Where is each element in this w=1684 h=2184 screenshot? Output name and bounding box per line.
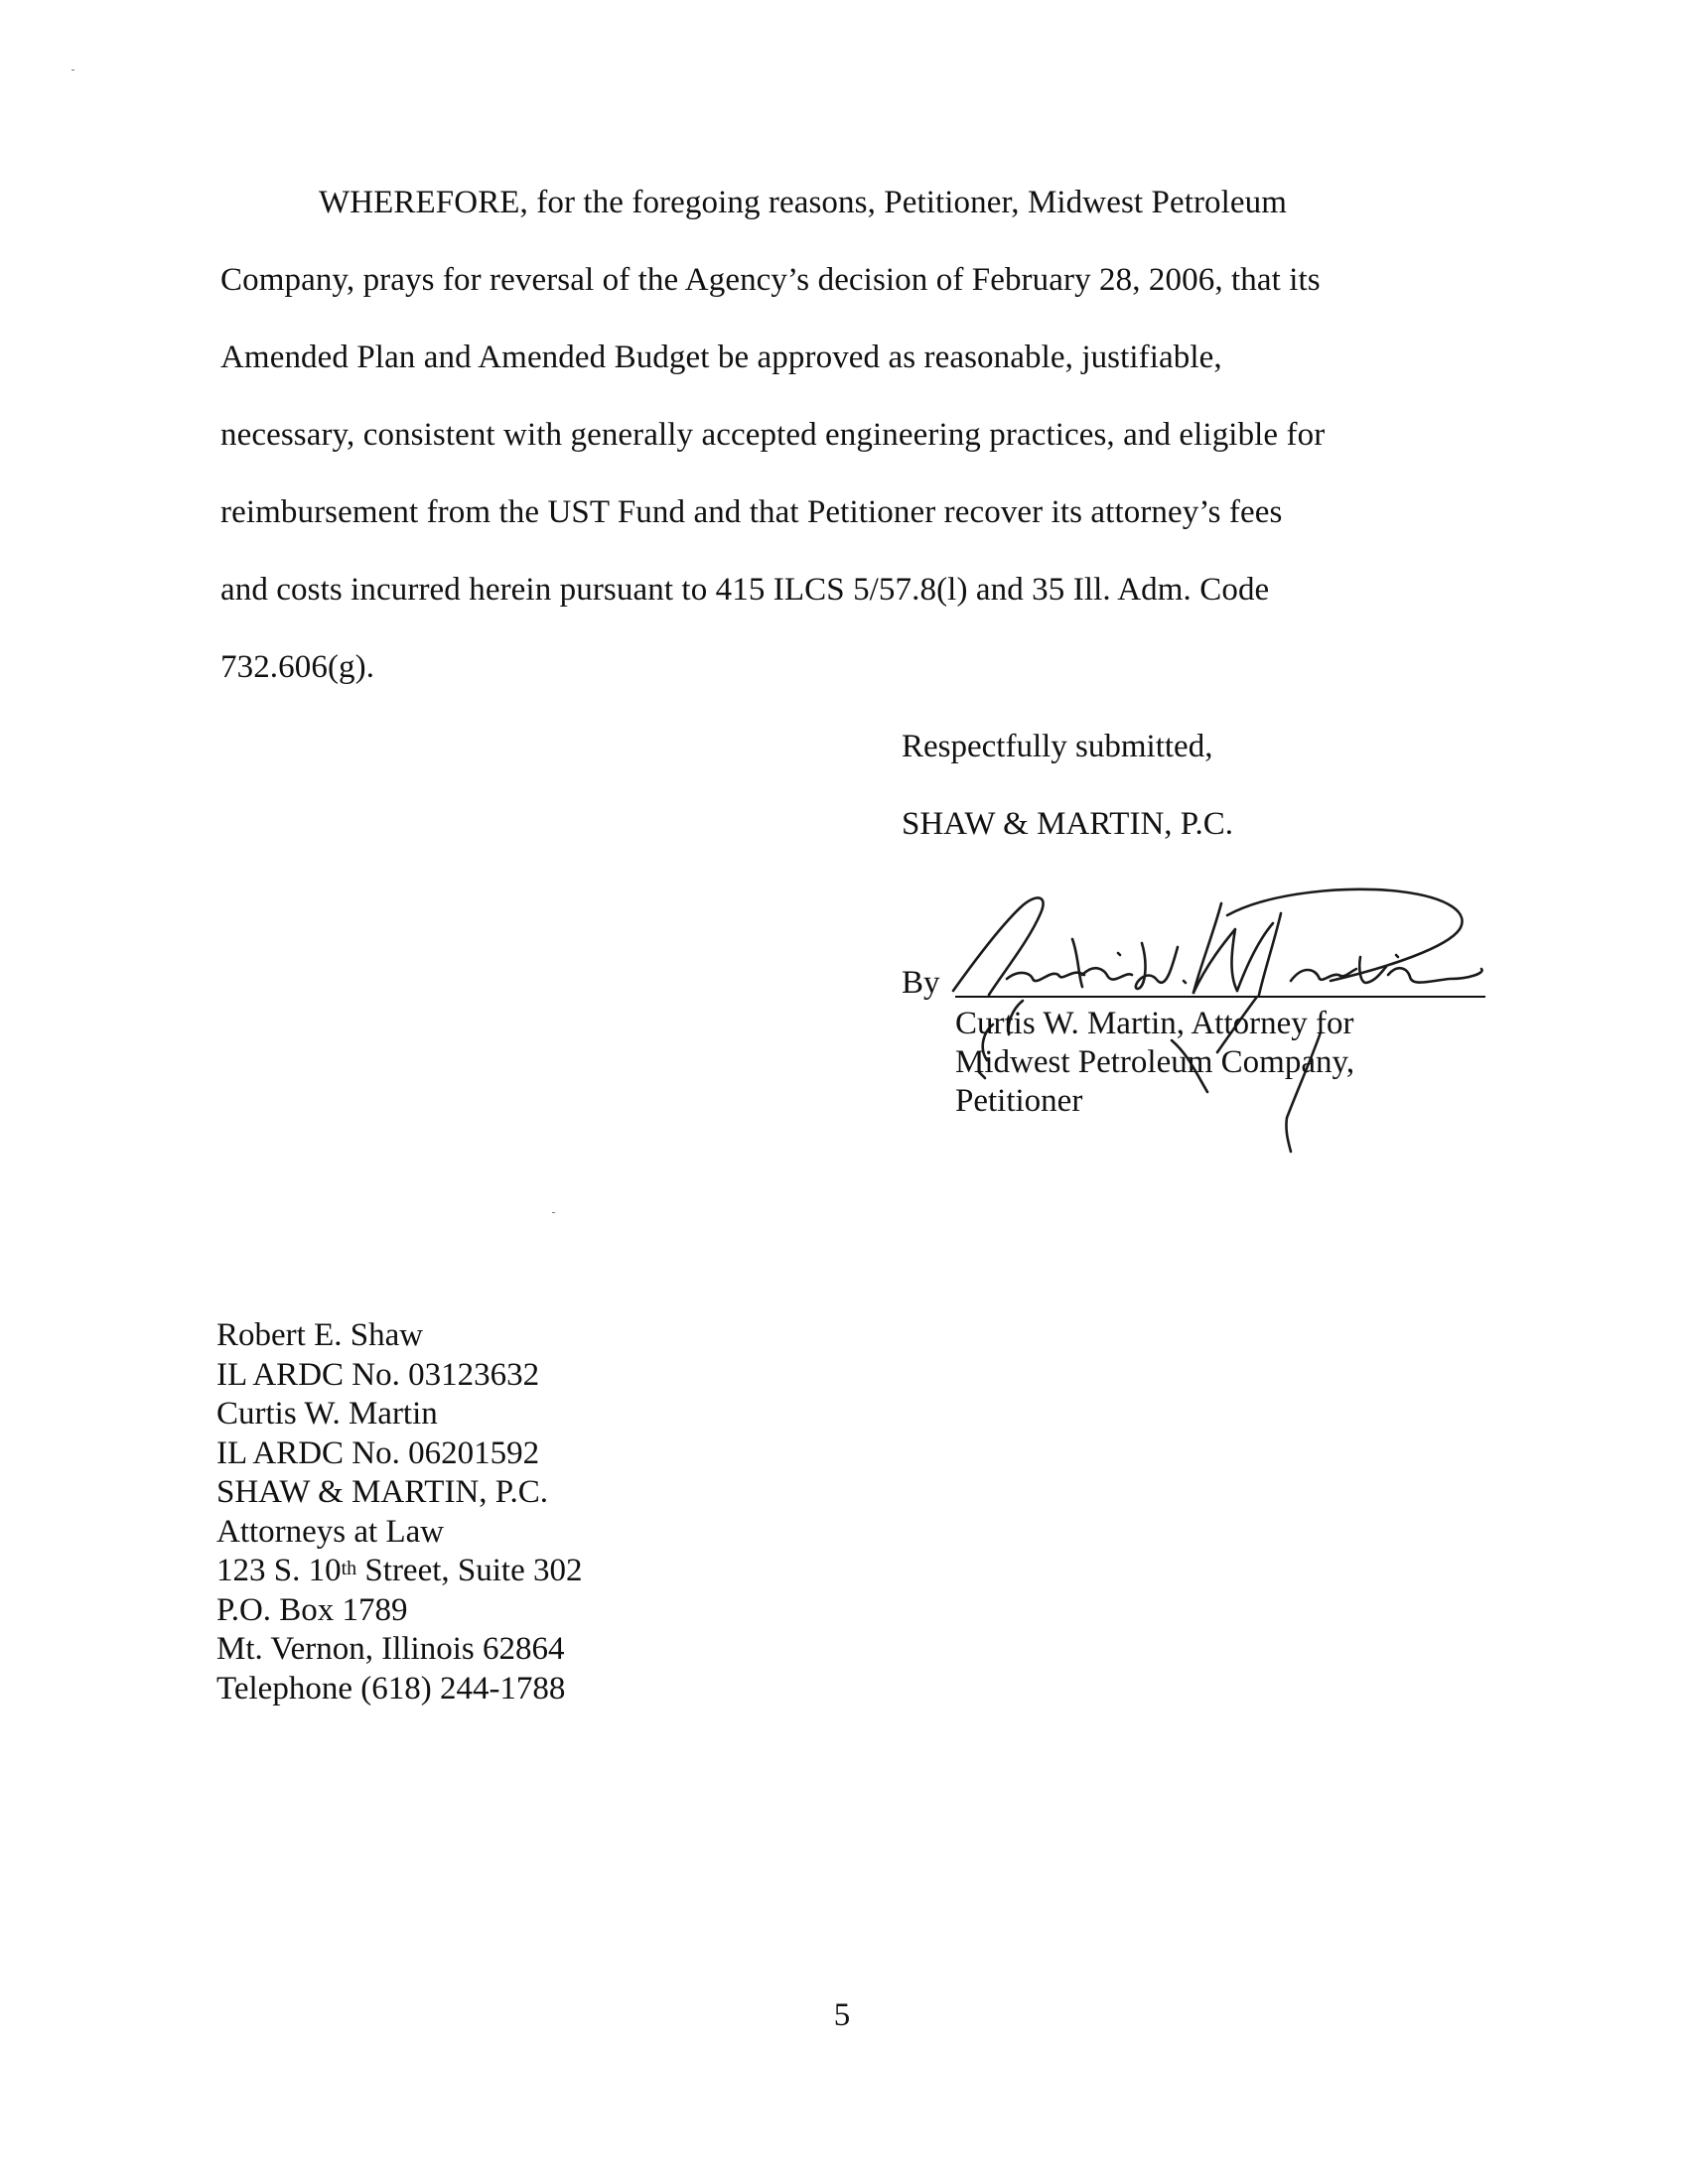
paragraph-line: Company, prays for reversal of the Agency’s decision of February 28, 2006, that its — [220, 262, 1321, 298]
address-line: Mt. Vernon, Illinois 62864 — [216, 1631, 565, 1667]
address-line: SHAW & MARTIN, P.C. — [216, 1474, 548, 1510]
paragraph-line: WHEREFORE, for the foregoing reasons, Petitioner, Midwest Petroleum — [319, 185, 1288, 220]
address-line: Robert E. Shaw — [216, 1317, 424, 1353]
signer-line: Petitioner — [955, 1083, 1083, 1119]
firm-name: SHAW & MARTIN, P.C. — [902, 806, 1233, 842]
address-line: Telephone (618) 244-1788 — [216, 1670, 566, 1706]
address-line: P.O. Box 1789 — [216, 1591, 408, 1628]
street-prefix: 123 S. 10 — [216, 1553, 342, 1588]
signer-line: Curtis W. Martin, Attorney for — [955, 1006, 1354, 1041]
address-line: Attorneys at Law — [216, 1513, 445, 1550]
street-ordinal-suffix: th — [341, 1558, 357, 1579]
by-label: By — [902, 965, 940, 1001]
paragraph-line: 732.606(g). — [220, 649, 375, 685]
address-line: IL ARDC No. 03123632 — [216, 1356, 540, 1393]
signer-block — [955, 1005, 1354, 1121]
signer-line: Midwest Petroleum Company, — [955, 1044, 1355, 1080]
address-line: Curtis W. Martin — [216, 1396, 438, 1432]
attorney-address-block — [216, 1316, 582, 1708]
address-line: IL ARDC No. 06201592 — [216, 1434, 540, 1471]
paragraph-line: and costs incurred herein pursuant to 415 ILCS 5/57.8(l) and 35 Ill. Adm. Code — [220, 572, 1270, 608]
paragraph-line: necessary, consistent with generally accepted engineering practices, and eligible for — [220, 417, 1326, 453]
street-suffix: Street, Suite 302 — [356, 1553, 583, 1588]
page-number: 5 — [833, 1997, 851, 2033]
street-address-line — [216, 1552, 582, 1591]
closing-salutation: Respectfully submitted, — [902, 729, 1213, 764]
scan-speck — [552, 1212, 555, 1213]
paragraph-line: Amended Plan and Amended Budget be approved as reasonable, justifiable, — [220, 340, 1222, 375]
scan-speck — [71, 69, 74, 70]
paragraph-line: reimbursement from the UST Fund and that Petitioner recover its attorney’s fees — [220, 494, 1283, 530]
